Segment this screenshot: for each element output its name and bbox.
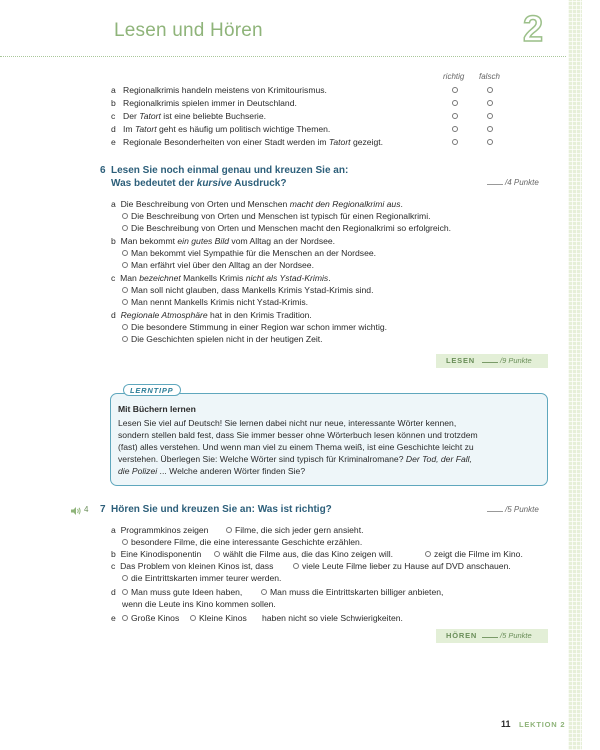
option-radio[interactable] bbox=[122, 299, 128, 305]
rf-item-a bbox=[111, 84, 541, 97]
option-radio[interactable] bbox=[122, 213, 128, 219]
falsch-radio[interactable] bbox=[487, 113, 493, 119]
item-letter: e bbox=[111, 137, 116, 147]
exercise-7-points: /5 Punkte bbox=[487, 505, 539, 514]
falsch-radio[interactable] bbox=[487, 126, 493, 132]
lerntipp-line-4: verstehen. Überlegen Sie: Welche Wörter sind typisch für Kriminalromane? Der Tod, der Fall, bbox=[118, 454, 472, 464]
ex6-b-option-2[interactable]: Man erfährt viel über den Alltag an der Nordsee. bbox=[122, 259, 314, 271]
ex7-item-d: d bbox=[111, 587, 116, 597]
exercise-7-number: 7 bbox=[100, 504, 106, 515]
exercise-6-number: 6 bbox=[100, 165, 106, 176]
ex7-d-option-2[interactable]: Man muss die Eintrittskarten billiger anbieten, bbox=[261, 586, 443, 598]
falsch-radio[interactable] bbox=[487, 139, 493, 145]
richtig-radio[interactable] bbox=[452, 126, 458, 132]
item-letter: c bbox=[111, 111, 116, 121]
lektion-label: LEKTION 2 bbox=[519, 720, 566, 729]
ex7-item-e: e bbox=[111, 613, 116, 623]
item-text: Regionalkrimis handeln meistens von Krimitourismus. bbox=[123, 85, 327, 95]
lerntipp-line-3: (fast) alles verstehen. Und wenn man viel zu einem Thema weiß, ist eine Geschichte leicht zu bbox=[118, 442, 474, 452]
ex7-d-option-1[interactable]: Man muss gute Ideen haben, bbox=[122, 586, 242, 598]
option-radio[interactable] bbox=[122, 575, 128, 581]
exercise-6-points: /4 Punkte bbox=[487, 178, 539, 187]
score-points: /9 Punkte bbox=[482, 354, 532, 368]
option-radio[interactable] bbox=[122, 324, 128, 330]
richtig-radio[interactable] bbox=[452, 100, 458, 106]
ex7-a-option-1[interactable]: Filme, die sich jeder gern ansieht. bbox=[226, 524, 364, 536]
exercise-6-title-line1: Lesen Sie noch einmal genau und kreuzen Sie an: bbox=[111, 165, 349, 176]
ex6-d-option-1[interactable]: Die besondere Stimmung in einer Region war schon immer wichtig. bbox=[122, 321, 387, 333]
item-text: Regionalkrimis spielen immer in Deutschland. bbox=[123, 98, 297, 108]
ex6-a-option-1[interactable]: Die Beschreibung von Orten und Menschen ist typisch für einen Regionalkrimi. bbox=[122, 210, 431, 222]
option-radio[interactable] bbox=[122, 225, 128, 231]
ex7-item-b: b Eine Kinodisponentin bbox=[111, 549, 202, 559]
rf-item-d bbox=[111, 123, 541, 136]
score-box-lesen bbox=[436, 354, 548, 368]
ex6-item-c: c Man bezeichnet Mankells Krimis nicht als Ystad-Krimis. bbox=[111, 273, 331, 283]
item-letter: b bbox=[111, 98, 116, 108]
chapter-number: 2 bbox=[523, 8, 544, 49]
ex7-d-continuation: wenn die Leute ins Kino kommen sollen. bbox=[122, 599, 276, 609]
option-radio[interactable] bbox=[122, 615, 128, 621]
ex6-item-a: a Die Beschreibung von Orten und Menschen macht den Regionalkrimi aus. bbox=[111, 199, 403, 209]
richtig-radio[interactable] bbox=[452, 113, 458, 119]
column-header-falsch: falsch bbox=[479, 72, 500, 81]
exercise-6-title-line2: Was bedeutet der kursive Ausdruck? bbox=[111, 178, 287, 189]
lerntipp-line-5: die Polizei ... Welche anderen Wörter finden Sie? bbox=[118, 466, 306, 476]
item-letter: d bbox=[111, 124, 116, 134]
option-radio[interactable] bbox=[122, 262, 128, 268]
lerntipp-label: LERNTIPP bbox=[123, 384, 181, 396]
score-blank[interactable] bbox=[487, 511, 503, 512]
ex6-b-option-1[interactable]: Man bekommt viel Sympathie für die Menschen an der Nordsee. bbox=[122, 247, 376, 259]
rf-item-e bbox=[111, 136, 541, 149]
option-radio[interactable] bbox=[226, 527, 232, 533]
score-blank[interactable] bbox=[487, 184, 503, 185]
ex7-c-option-1[interactable]: viele Leute Filme lieber zu Hause auf DVD anschauen. bbox=[293, 560, 511, 572]
ex7-item-a: a Programmkinos zeigen bbox=[111, 525, 209, 535]
option-radio[interactable] bbox=[190, 615, 196, 621]
option-radio[interactable] bbox=[122, 336, 128, 342]
page-number: 11 bbox=[501, 719, 511, 729]
ex7-b-option-2[interactable]: zeigt die Filme im Kino. bbox=[425, 548, 523, 560]
richtig-radio[interactable] bbox=[452, 87, 458, 93]
score-blank[interactable] bbox=[482, 362, 498, 363]
option-radio[interactable] bbox=[214, 551, 220, 557]
ex7-e-option-1[interactable]: Große Kinos bbox=[122, 612, 179, 624]
ex6-item-d: d Regionale Atmosphäre hat in den Krimis Tradition. bbox=[111, 310, 312, 320]
score-box-hoeren bbox=[436, 629, 548, 643]
lerntipp-line-2: sondern stellen bald fest, dass Sie immer besser ohne Wörterbuch lesen können und trotzdem bbox=[118, 430, 478, 440]
ex7-e-tail: haben nicht so viele Schwierigkeiten. bbox=[262, 613, 403, 623]
falsch-radio[interactable] bbox=[487, 87, 493, 93]
option-radio[interactable] bbox=[122, 287, 128, 293]
option-radio[interactable] bbox=[122, 250, 128, 256]
rf-item-c bbox=[111, 110, 541, 123]
lerntipp-line-1: Lesen Sie viel auf Deutsch! Sie lernen dabei nicht nur neue, interessante Wörter kennen, bbox=[118, 418, 457, 428]
ex7-item-c: c Das Problem von kleinen Kinos ist, dass bbox=[111, 561, 274, 571]
ex7-a-option-2[interactable]: besondere Filme, die eine interessante Geschichte erzählen. bbox=[122, 536, 362, 548]
item-text: Regionale Besonderheiten von einer Stadt werden im Tatort gezeigt. bbox=[123, 137, 384, 147]
ex6-item-b: b Man bekommt ein gutes Bild vom Alltag an der Nordsee. bbox=[111, 236, 336, 246]
falsch-radio[interactable] bbox=[487, 100, 493, 106]
ex6-c-option-1[interactable]: Man soll nicht glauben, dass Mankells Krimis Ystad-Krimis sind. bbox=[122, 284, 373, 296]
option-radio[interactable] bbox=[293, 563, 299, 569]
score-points: /5 Punkte bbox=[482, 629, 532, 643]
audio-track-number: 4 bbox=[84, 505, 89, 514]
rf-item-b bbox=[111, 97, 541, 110]
lerntipp-title: Mit Büchern lernen bbox=[118, 404, 196, 414]
richtig-radio[interactable] bbox=[452, 139, 458, 145]
ex7-e-option-2[interactable]: Kleine Kinos bbox=[190, 612, 247, 624]
score-tag: HÖREN bbox=[446, 631, 478, 640]
ex7-c-option-2[interactable]: die Eintrittskarten immer teurer werden. bbox=[122, 572, 281, 584]
item-text: Im Tatort geht es häufig um politisch wichtige Themen. bbox=[123, 124, 331, 134]
ex6-c-option-2[interactable]: Man nennt Mankells Krimis nicht Ystad-Krimis. bbox=[122, 296, 308, 308]
header-divider bbox=[0, 56, 566, 57]
ex6-d-option-2[interactable]: Die Geschichten spielen nicht in der heutigen Zeit. bbox=[122, 333, 323, 345]
option-radio[interactable] bbox=[425, 551, 431, 557]
page-edge-strip bbox=[568, 0, 582, 750]
score-blank[interactable] bbox=[482, 637, 498, 638]
option-radio[interactable] bbox=[122, 539, 128, 545]
item-letter: a bbox=[111, 85, 116, 95]
exercise-7-title: Hören Sie und kreuzen Sie an: Was ist richtig? bbox=[111, 504, 332, 515]
option-radio[interactable] bbox=[122, 589, 128, 595]
column-header-richtig: richtig bbox=[443, 72, 465, 81]
audio-icon[interactable] bbox=[71, 506, 81, 516]
ex6-a-option-2[interactable]: Die Beschreibung von Orten und Menschen macht den Regionalkrimi so erfolgreich. bbox=[122, 222, 451, 234]
item-text: Der Tatort ist eine beliebte Buchserie. bbox=[123, 111, 267, 121]
ex7-b-option-1[interactable]: wählt die Filme aus, die das Kino zeigen will. bbox=[214, 548, 393, 560]
score-tag: LESEN bbox=[446, 356, 476, 365]
option-radio[interactable] bbox=[261, 589, 267, 595]
page-title: Lesen und Hören bbox=[114, 20, 263, 41]
